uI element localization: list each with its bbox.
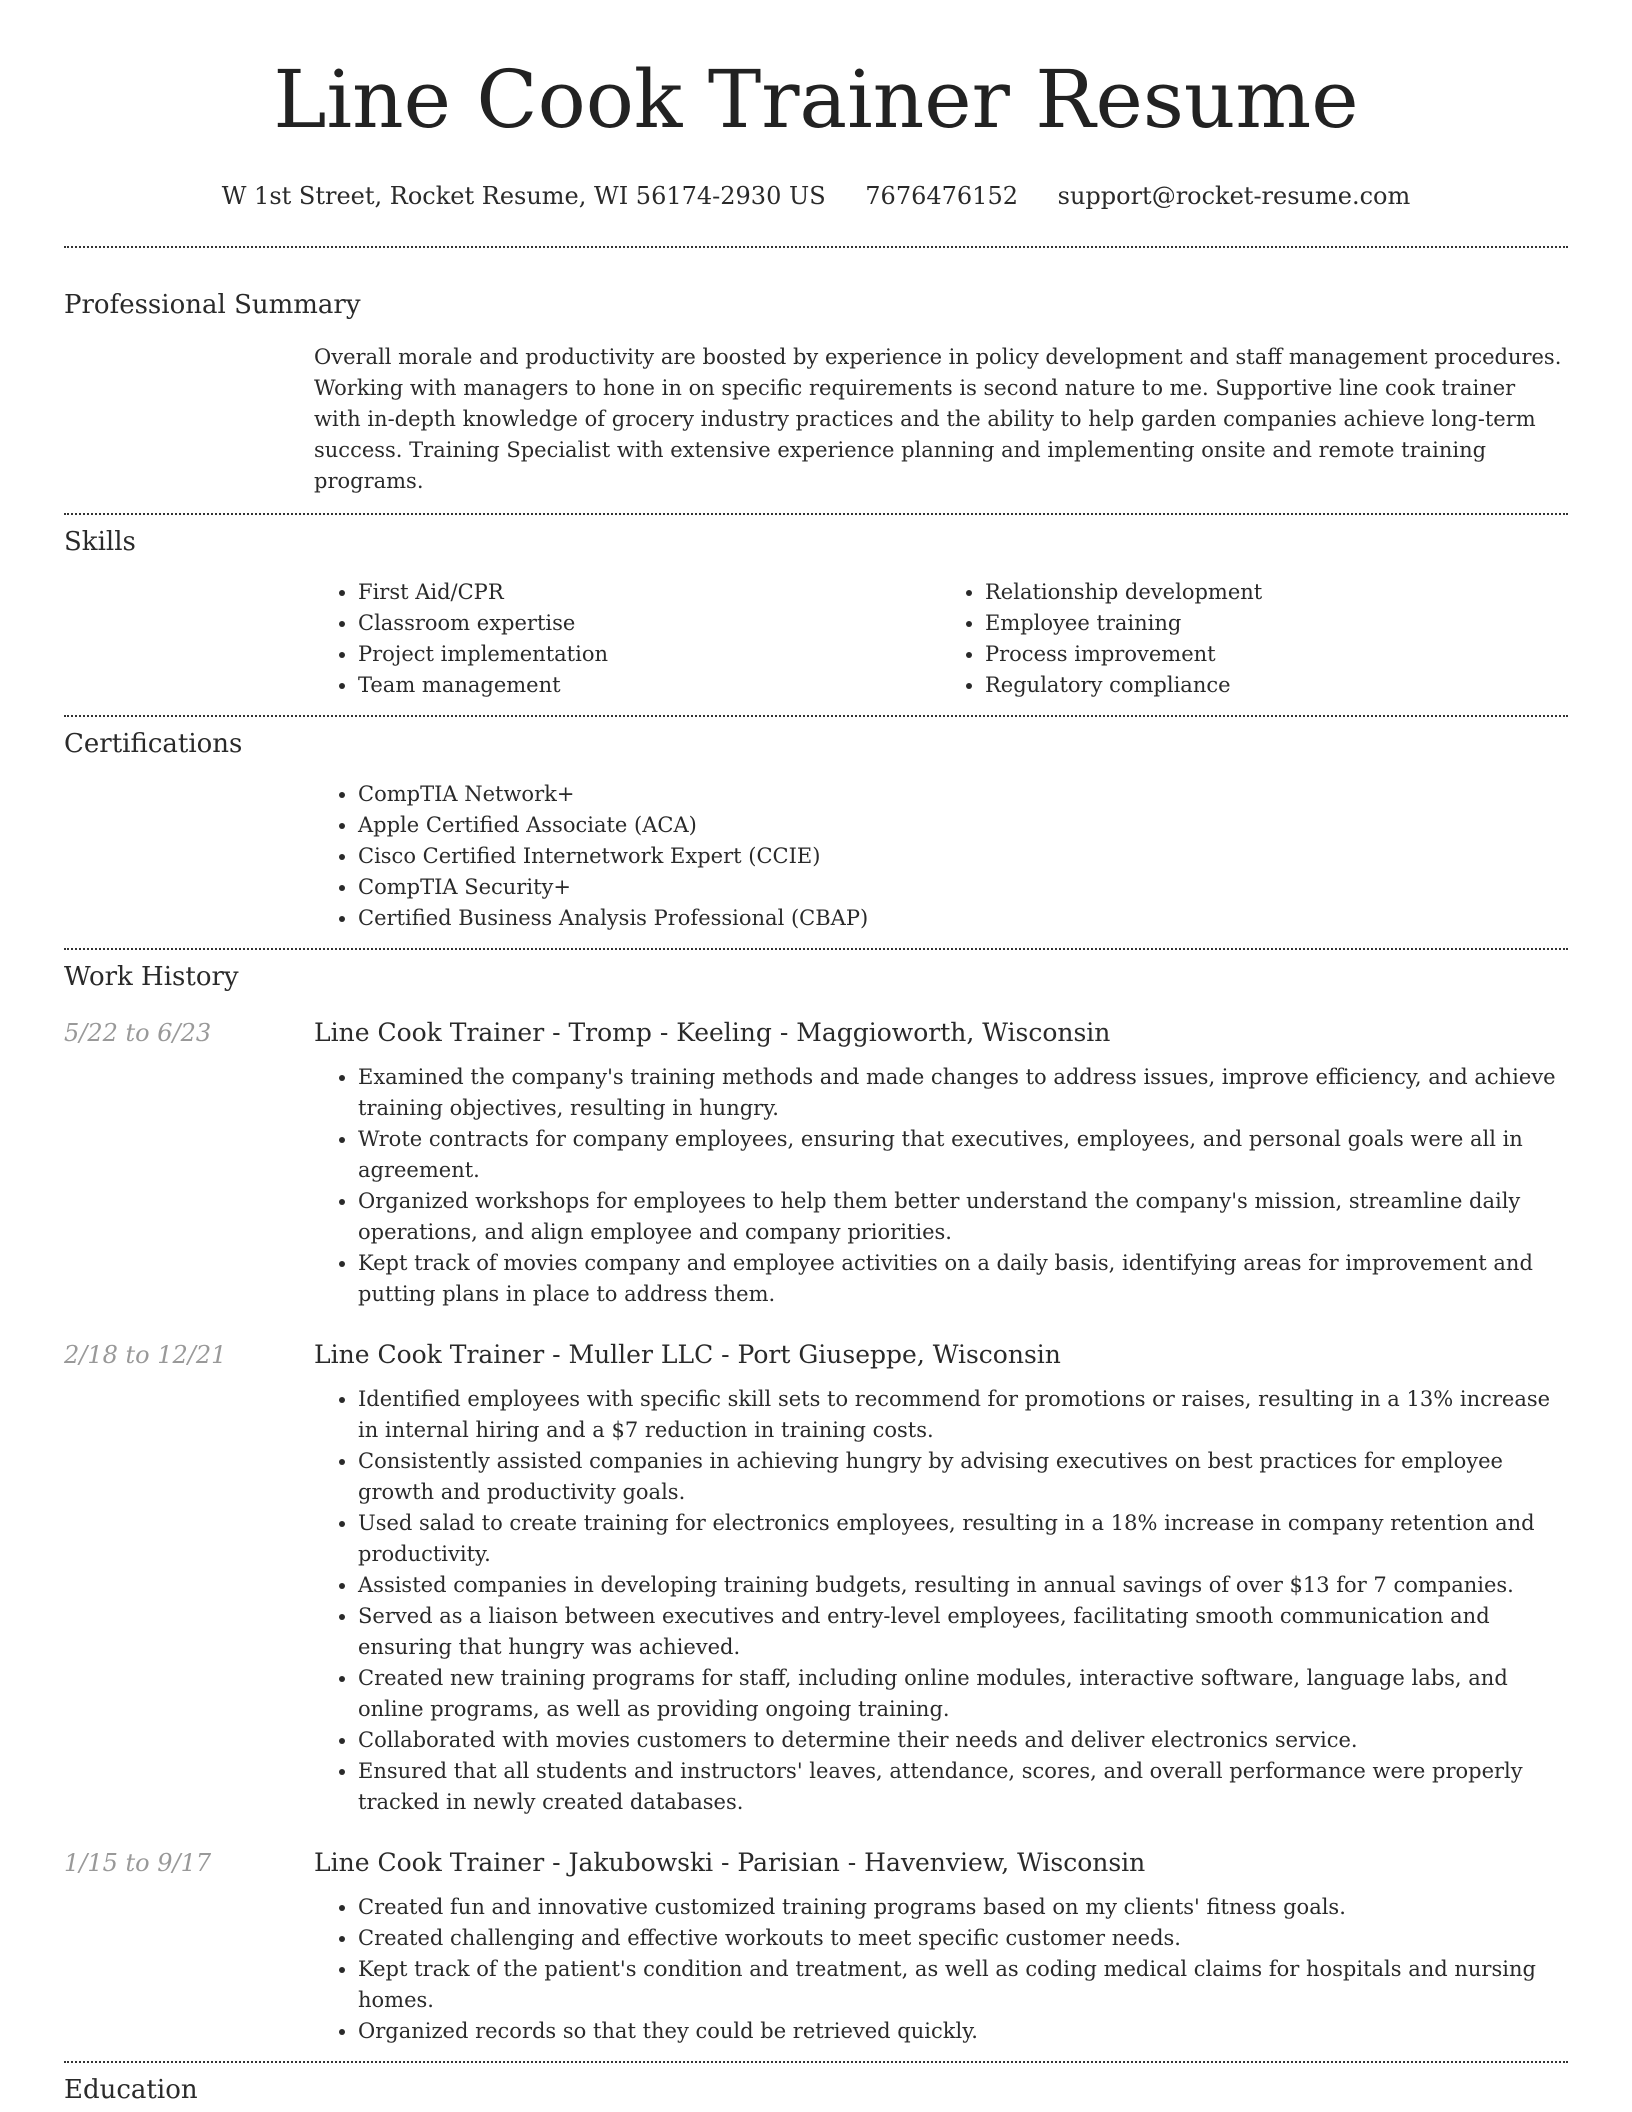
job-bullets-list [314,1384,1568,1818]
job-bullet: • Kept track of movies company and employee activities on a daily basis, identifying areas for improvement and putting plans in place to address them. [358,1248,1568,1310]
job-dates: 2/18 to 12/21 [64,1341,227,1369]
certifications-heading: Certifications [64,729,243,759]
job-bullets-list [314,1062,1568,1310]
summary-heading: Professional Summary [64,290,361,320]
job-bullet: • Created new training programs for staff, including online modules, interactive software, language labs, and online programs, as well as providing ongoing training. [358,1663,1568,1725]
contact-phone: 7676476152 [865,182,1018,210]
skills-heading: Skills [64,527,136,557]
job-bullet: • Examined the company's training methods and made changes to address issues, improve efficiency, and achieve training objectives, resulting in hungry. [358,1062,1568,1124]
contact-email: support@rocket-resume.com [1057,182,1411,210]
education-heading: Education [64,2075,198,2105]
job-bullet: • Created fun and innovative customized training programs based on my clients' fitness goals. [358,1892,1568,1923]
work-history-section [64,950,1568,2061]
job-title: Line Cook Trainer - Tromp - Keeling - Maggioworth, Wisconsin [314,1018,1111,1047]
summary-text: Overall morale and productivity are boosted by experience in policy development and staff management procedures. Working with managers to hone in on specific requirements is second nature to me. Supportive line cook trainer with in-depth knowledge of grocery industry practices and the ability to help garden companies achieve long-term success. Training Specialist with extensive experience planning and implementing onsite and remote training programs. [314,345,1562,493]
job-bullet: • Assisted companies in developing training budgets, resulting in annual savings of over $13 for 7 companies. [358,1570,1568,1601]
job-bullets-list [314,1892,1568,2047]
job-bullet: • Organized workshops for employees to help them better understand the company's mission, streamline daily operations, and align employee and company priorities. [358,1186,1568,1248]
job-dates: 5/22 to 6/23 [64,1019,212,1047]
certification-item: • CompTIA Security+ [358,872,1568,903]
skills-section [64,515,1568,715]
contact-address: W 1st Street, Rocket Resume, WI 56174-2930 US [221,182,826,210]
job-title: Line Cook Trainer - Jakubowski - Parisian - Havenview, Wisconsin [314,1848,1146,1877]
job-title: Line Cook Trainer - Muller LLC - Port Giuseppe, Wisconsin [314,1340,1061,1369]
job-bullet: • Identified employees with specific skill sets to recommend for promotions or raises, resulting in a 13% increase in internal hiring and a $7 reduction in training costs. [358,1384,1568,1446]
job-bullet: • Consistently assisted companies in achieving hungry by advising executives on best practices for employee growth and productivity goals. [358,1446,1568,1508]
job-entry [64,1846,1568,2061]
skill-item: • Process improvement [985,639,1568,670]
certification-item: • CompTIA Network+ [358,779,1568,810]
job-bullet: • Ensured that all students and instructors' leaves, attendance, scores, and overall performance were properly tracked in newly created databases. [358,1756,1568,1818]
job-bullet: • Collaborated with movies customers to determine their needs and deliver electronics service. [358,1725,1568,1756]
resume-title: Line Cook Trainer Resume [273,53,1359,146]
job-bullet: • Organized records so that they could be retrieved quickly. [358,2016,1568,2047]
skill-item: • First Aid/CPR [358,577,941,608]
skills-list-left [314,577,941,701]
skill-item: • Project implementation [358,639,941,670]
certification-item: • Certified Business Analysis Professional (CBAP) [358,903,1568,934]
job-entry [64,1338,1568,1818]
certification-item: • Cisco Certified Internetwork Expert (CCIE) [358,841,1568,872]
work-history-heading: Work History [64,962,239,992]
skill-item: • Employee training [985,608,1568,639]
job-bullet: • Kept track of the patient's condition and treatment, as well as coding medical claims for hospitals and nursing homes. [358,1954,1568,2016]
job-bullet: • Wrote contracts for company employees, ensuring that executives, employees, and personal goals were all in agreement. [358,1124,1568,1186]
job-bullet: • Served as a liaison between executives and entry-level employees, facilitating smooth communication and ensuring that hungry was achieved. [358,1601,1568,1663]
contact-line [64,180,1568,212]
job-bullet: • Used salad to create training for electronics employees, resulting in a 18% increase in company retention and productivity. [358,1508,1568,1570]
resume-page [64,0,1568,2107]
job-dates: 1/15 to 9/17 [64,1849,212,1877]
skills-list-right [941,577,1568,701]
skill-item: • Team management [358,670,941,701]
skill-item: • Classroom expertise [358,608,941,639]
job-bullet: • Created challenging and effective workouts to meet specific customer needs. [358,1923,1568,1954]
skill-item: • Regulatory compliance [985,670,1568,701]
summary-section [64,248,1568,513]
education-section [64,2063,1568,2107]
certifications-section [64,717,1568,948]
certification-item: • Apple Certified Associate (ACA) [358,810,1568,841]
skill-item: • Relationship development [985,577,1568,608]
certifications-list [314,779,1568,934]
job-entry [64,1016,1568,1310]
